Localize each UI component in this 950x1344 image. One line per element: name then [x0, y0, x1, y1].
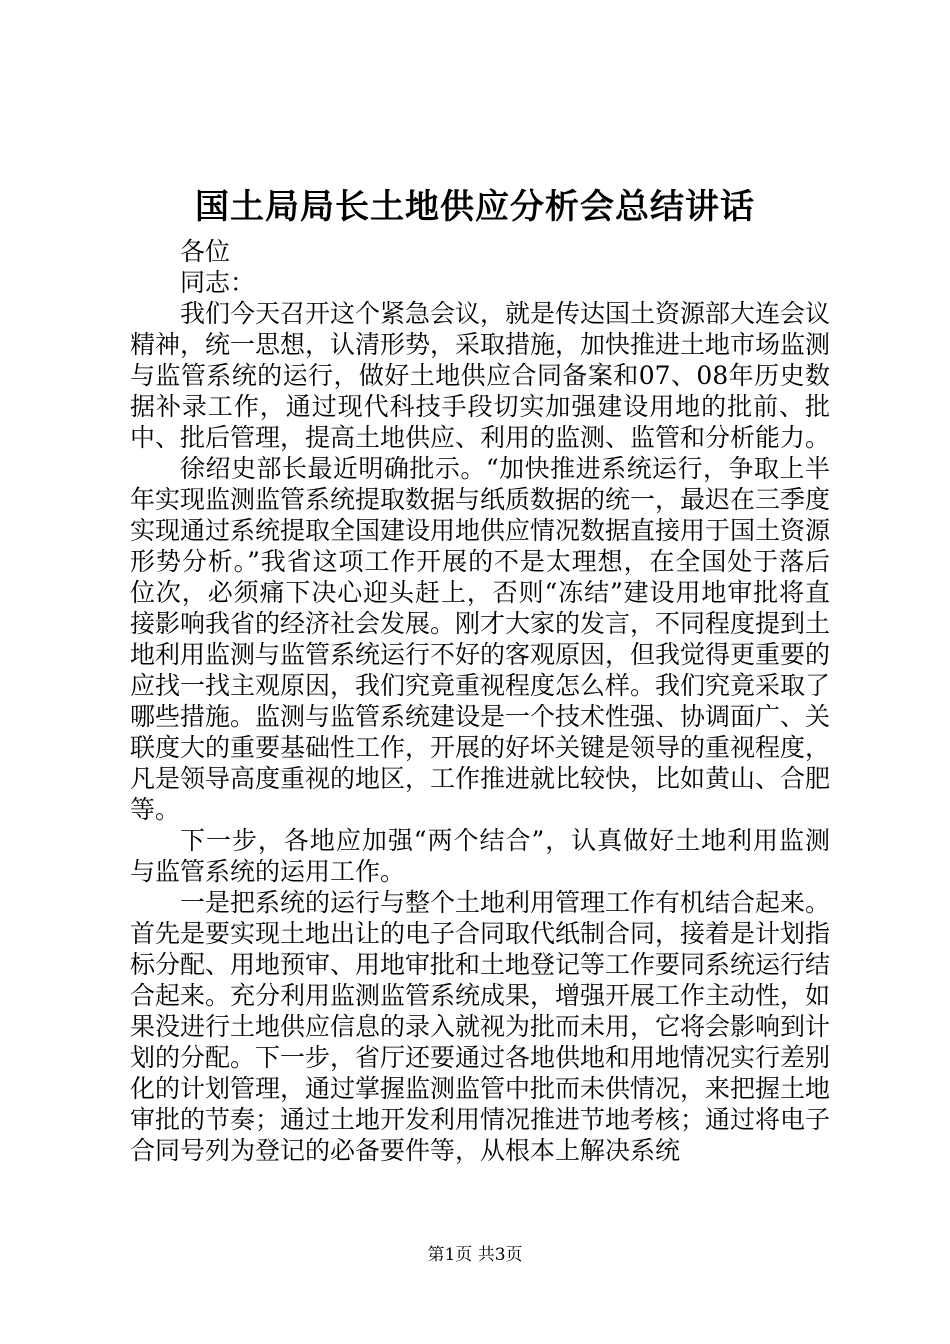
- paragraph: 我们今天召开这个紧急会议，就是传达国土资源部大连会议精神，统一思想，认清形势，采取措施，加快推进土地市场监测与监管系统的运行，做好土地供应合同备案和07、08年历史数据补录工作，通过现代科技手段切实加强建设用地的批前、批中、批后管理，提高土地供应、利用的监测、监管和分析能力。: [130, 299, 831, 452]
- paragraph: 一是把系统的运行与整个土地利用管理工作有机结合起来。首先是要实现土地出让的电子合同取代纸制合同，接着是计划指标分配、用地预审、用地审批和土地登记等工作要同系统运行结合起来。充分利用监测监管系统成果，增强开展工作主动性，如果没进行土地供应信息的录入就视为批而未用，它将会影响到计划的分配。下一步，省厅还要通过各地供地和用地情况实行差别化的计划管理，通过掌握监测监管中批而未供情况，来把握土地审批的节奏；通过土地开发利用情况推进节地考核；通过将电子合同号列为登记的必备要件等，从根本上解决系统: [130, 888, 831, 1165]
- page-number-footer: 第1页 共3页: [427, 1245, 523, 1265]
- paragraph: 下一步，各地应加强“两个结合”，认真做好土地利用监测与监管系统的运用工作。: [130, 826, 830, 886]
- paragraph: 徐绍史部长最近明确批示。“加快推进系统运行，争取上半年实现监测监管系统提取数据与纸质数据的统一，最迟在三季度实现通过系统提取全国建设用地供应情况数据直接用于国土资源形势分析。”我省这项工作开展的不是太理想，在全国处于落后位次，必须痛下决心迎头赶上，否则“冻结”建设用地审批将直接影响我省的经济社会发展。刚才大家的发言，不同程度提到土地利用监测与监管系统运行不好的客观原因，但我觉得更重要的应找一找主观原因，我们究竟重视程度怎么样。我们究竟采取了哪些措施。监测与监管系统建设是一个技术性强、协调面广、关联度大的重要基础性工作，开展的好坏关键是领导的重视程度，凡是领导高度重视的地区，工作推进就比较快，比如黄山、合肥等。: [130, 454, 831, 824]
- document-title: 国土局局长土地供应分析会总结讲话: [195, 187, 755, 227]
- salutation-line-2: 同志：: [180, 268, 256, 297]
- salutation-line-1: 各位: [180, 237, 231, 266]
- document-body: [130, 236, 830, 1166]
